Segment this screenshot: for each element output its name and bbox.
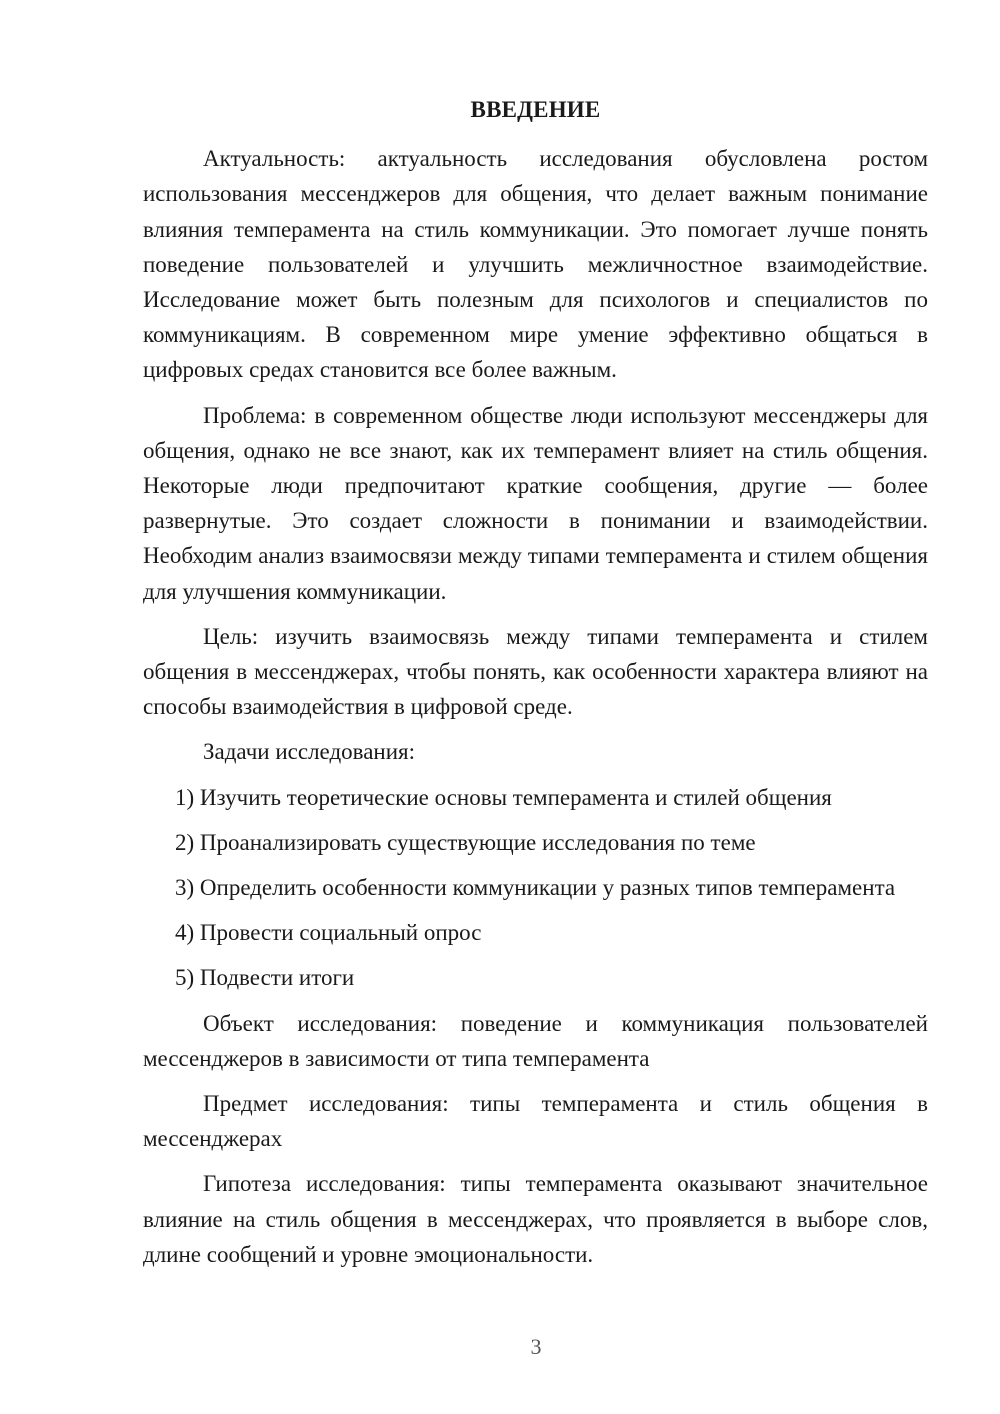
paragraph-object: Объект исследования: поведение и коммуникация пользователей мессенджеров в зависимости от типа темперамента bbox=[143, 1010, 928, 1071]
paragraph-relevance: Актуальность: актуальность исследования обусловлена ростом использования мессенджеров для общения, что делает важным понимание влияния темперамента на стиль коммуникации. Это помогает лучше понять поведение пользователей и улучшить межличностное взаимодействие. Исследование может быть полезным для психологов и специалистов по коммуникациям. В современном мире умение эффективно общаться в цифровых средах становится все более важным. bbox=[143, 146, 928, 383]
paragraph-problem: Проблема: в современном обществе люди используют мессенджеры для общения, однако не все знают, как их темперамент влияет на стиль общения. Некоторые люди предпочитают краткие сообщения, другие — более развернутые. Это создает сложности в понимании и взаимодействии. Необходим анализ взаимосвязи между типами темперамента и стилем общения для улучшения коммуникации. bbox=[143, 402, 928, 604]
task-item: 4) Провести социальный опрос bbox=[175, 920, 482, 946]
paragraph-goal: Цель: изучить взаимосвязь между типами темперамента и стилем общения в мессенджерах, чтобы понять, как особенности характера влияют на способы взаимодействия в цифровой среде. bbox=[143, 623, 928, 720]
task-item: 5) Подвести итоги bbox=[175, 965, 355, 991]
tasks-heading: Задачи исследования: bbox=[203, 739, 416, 765]
page-content bbox=[143, 92, 928, 1282]
paragraph-hypothesis: Гипотеза исследования: типы темперамента оказывают значительное влияние на стиль общения в мессенджерах, что проявляется в выборе слов, длине сообщений и уровне эмоциональности. bbox=[143, 1171, 928, 1267]
task-item: 2) Проанализировать существующие исследования по теме bbox=[175, 829, 756, 855]
task-item: 3) Определить особенности коммуникации у разных типов темперамента bbox=[175, 875, 896, 901]
paragraph-subject: Предмет исследования: типы темперамента и стиль общения в мессенджерах bbox=[143, 1091, 928, 1152]
task-item: 1) Изучить теоретические основы темперамента и стилей общения bbox=[175, 784, 832, 810]
page-number: 3 bbox=[530, 1334, 542, 1359]
page-title: ВВЕДЕНИЕ bbox=[470, 97, 601, 122]
